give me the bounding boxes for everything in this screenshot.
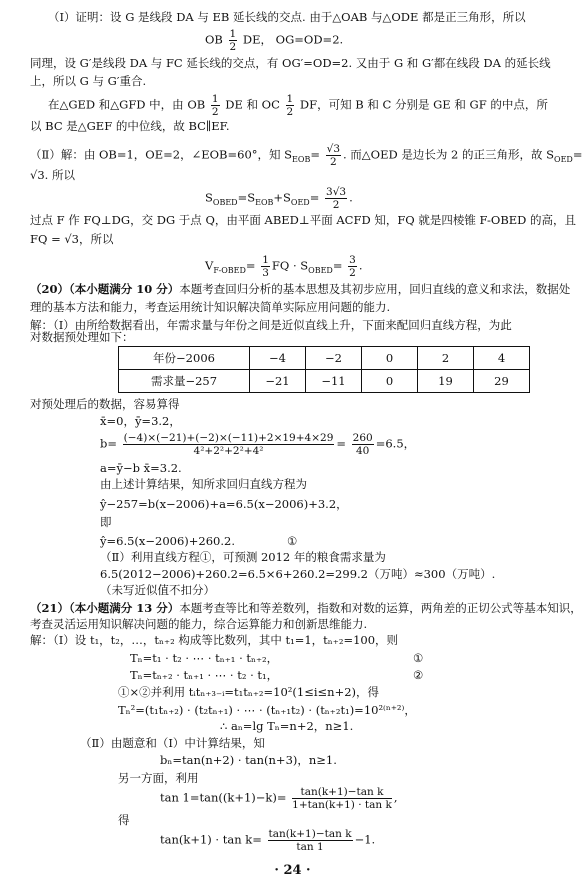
fraction: $\frac{1}{2}$ [211, 93, 219, 118]
text-line: 过点 F 作 FQ⊥DG，交 DG 于点 Q，由平面 ABED⊥平面 ACFD 知，FQ 就是四棱锥 F-OBED 的高，且 [30, 213, 577, 227]
text-line: Tₙ=t₁ · t₂ · ⋯ · tₙ₊₁ · tₙ₊₂， ① [130, 651, 424, 665]
equation-tan1: tan 1=tan((k+1)−k)= $\frac{\text{tan(k+1)−tan k}}{\text{1+tan(k+1) · tan k}}$ , [160, 786, 398, 811]
text-line: √3. 所以 [30, 168, 75, 182]
text-line: ①×②并利用 tᵢtₙ₊₃₋ᵢ=t₁tₙ₊₂=10²(1≤i≤n+2)，得 [118, 685, 380, 699]
text-line: 由上述计算结果，知所求回归直线方程为 [100, 477, 307, 491]
text-line: 上，所以 G 与 G′重合. [30, 74, 147, 88]
problem-21-header: （21）（本小题满分 13 分）本题考查等比和等差数列，指数和对数的运算，两角差的正切公式等基本知识， [30, 601, 582, 615]
fraction: $\frac{\text{tan(k+1)−tan k}}{\text{1+tan(k+1) · tan k}}$ [292, 786, 392, 811]
text-line: ŷ=6.5(x−2006)+260.2. ① [100, 534, 298, 548]
text-line: （Ⅱ）由题意和（Ⅰ）中计算结果，知 [80, 736, 265, 750]
text-line: FQ = √3，所以 [30, 232, 114, 246]
equation-volume: $V_{F-OBED}=$ $\frac{1}{3}$ FQ · $S_{OBED}=$ $\frac{3}{2}$ . [205, 254, 363, 279]
data-table [118, 346, 530, 393]
text-line: 考查灵活运用知识解决问题的能力，综合运算能力和创新思维能力. [30, 617, 368, 631]
equation-b: b= $\frac{(-4)\times(-21)+(-2)\times(-11)+2\times 19+4\times 29}{\text{4²+2²+2²+4²}}$ = $\frac{260}{40}$ =6.5， [100, 432, 416, 457]
text-line: 另一方面，利用 [118, 771, 199, 785]
text-line: 解：（Ⅰ）由所给数据看出，年需求量与年份之间是近似直线上升，下面来配回归直线方程，为此 [30, 318, 512, 332]
text-line: bₙ=tan(n+2) · tan(n+3)，n≥1. [160, 753, 337, 767]
text-line: ∴ aₙ=lg Tₙ=n+2，n≥1. [220, 719, 354, 733]
fraction: $\frac{3}{2}$ [349, 254, 356, 279]
text-line: a=ȳ−b x̄=3.2. [100, 461, 182, 475]
text-line: （Ⅱ）利用直线方程①，可预测 2012 年的粮食需求量为 [100, 550, 386, 564]
fraction: $\frac{√3}{2}$ [326, 143, 340, 168]
table-row: 需求量−257 −21 −11 0 19 29 [119, 370, 530, 393]
equation-tan-product: tan(k+1) · tan k= $\frac{\text{tan(k+1)−tan k}}{\tan 1}$ −1. [160, 828, 376, 853]
text-line: 对预处理后的数据，容易算得 [30, 397, 180, 411]
text-line: Tₙ²=(t₁tₙ₊₂) · (t₂tₙ₊₁) · ⋯ · (tₙ₊₁t₂) · (tₙ₊₂t₁)=10²⁽ⁿ⁺²⁾， [118, 703, 416, 717]
text-line: 理的基本方法和能力，考查运用统计知识解决简单实际应用问题的能力. [30, 300, 391, 314]
text-line: 即 [100, 515, 112, 529]
page-number: · 24 · [274, 863, 311, 878]
text-line: Tₙ=tₙ₊₂ · tₙ₊₁ · ⋯ · t₂ · t₁， ② [130, 668, 424, 682]
text-line: 同理，设 G′是线段 DA 与 FC 延长线的交点，有 OG′=OD=2. 又由于 G 和 G′都在线段 DA 的延长线 [30, 56, 551, 70]
equation-ob: OB $\frac{1}{2}$ DE， OG=OD=2. [205, 28, 344, 53]
fraction: $\frac{1}{3}$ [262, 254, 269, 279]
fraction: $\frac{260}{40}$ [352, 432, 373, 457]
fraction: $\frac{1}{2}$ [286, 93, 294, 118]
text-line: （未写近似值不扣分） [100, 583, 215, 597]
part2-solution: （Ⅱ）解：由 OB=1，OE=2，∠EOB=60°，知 $S_{EOB}=$ $\frac{√3}{2}$ . 而△OED 是边长为 2 的正三角形，故 $S_{OED}=$ [30, 143, 583, 168]
fraction: $\frac{3√3}{2}$ [326, 186, 347, 211]
text-line: ŷ−257=b(x−2006)+a=6.5(x−2006)+3.2， [100, 497, 348, 511]
text-line: 对数据预处理如下： [30, 330, 134, 344]
equation-s-obed: $S_{OBED}=S_{EOB}+S_{OED}=$ $\frac{3√3}{2}$ . [205, 186, 353, 211]
text-line: 在△GED 和△GFD 中，由 OB $\frac{1}{2}$ DE 和 OC $\frac{1}{2}$ DF，可知 B 和 C 分别是 GE 和 GF 的中点，所 [48, 93, 548, 118]
text-line: 解：（Ⅰ）设 t₁，t₂，…，tₙ₊₂ 构成等比数列，其中 t₁=1，tₙ₊₂=100，则 [30, 633, 399, 647]
table-row: 年份−2006 −4 −2 0 2 4 [119, 347, 530, 370]
fraction: $\frac{(-4)\times(-21)+(-2)\times(-11)+2\times 19+4\times 29}{\text{4²+2²+2²+4²}}$ [123, 432, 334, 457]
fraction: $\frac{\text{tan(k+1)−tan k}}{\tan 1}$ [268, 828, 352, 853]
text-line: 以 BC 是△GEF 的中位线，故 BC∥EF. [30, 119, 230, 133]
text-line: x̄=0，ȳ=3.2， [100, 414, 181, 428]
text-line: 得 [118, 813, 130, 827]
fraction: $\frac{1}{2}$ [229, 28, 237, 53]
proof-part1-intro: （Ⅰ）证明：设 G 是线段 DA 与 EB 延长线的交点. 由于△OAB 与△ODE 都是正三角形，所以 [48, 10, 526, 24]
problem-20-header: （20）（本小题满分 10 分）本题考查回归分析的基本思想及其初步应用，回归直线的意义和求法，数据处 [30, 282, 571, 296]
text-line: 6.5(2012−2006)+260.2=6.5×6+260.2=299.2（万吨）≈300（万吨）. [100, 567, 496, 581]
